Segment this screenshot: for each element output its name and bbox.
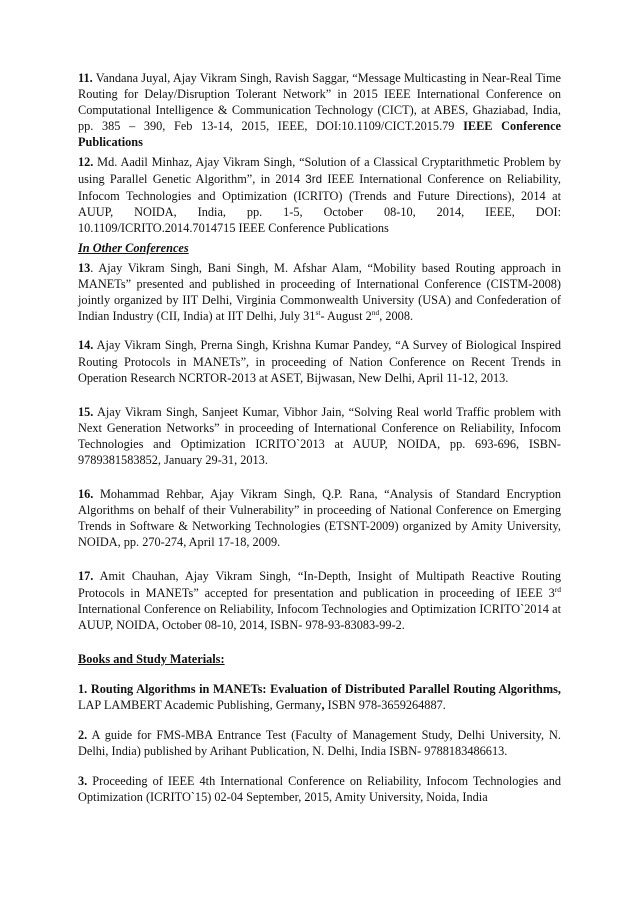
entry-ordinal: 3rd (305, 172, 323, 186)
ordinal-suffix: nd (371, 308, 380, 318)
section-heading-books: Books and Study Materials: (78, 651, 225, 666)
book-entry-1 (78, 681, 561, 713)
bold-comma: , (321, 698, 325, 712)
entry-text: Ajay Vikram Singh, Prerna Singh, Krishna Kumar Pandey, “A Survey of Biological Inspired Routing Protocols in MANETs”, in proceeding of Nation Conference on Recent Trends in Operation Research NCRTOR-2013 at ASET, Bijwasan, New Delhi, April 11-12, 2013. (78, 338, 561, 385)
entry-number: 13 (78, 261, 91, 276)
publication-entry-14 (78, 337, 561, 385)
publication-entry-16 (78, 486, 561, 550)
publication-entry-13 (78, 260, 561, 324)
publication-entry-17 (78, 568, 561, 632)
entry-text: Mohammad Rehbar, Ajay Vikram Singh, Q.P. Rana, “Analysis of Standard Encryption Algorithms on behalf of their Vulnerability” in proceeding of National Conference on Emerging Trends in Software & Networking Technologies (ETSNT-2009) organized by Amity University, NOIDA, pp. 270-274, April 17-18, 2009. (78, 487, 561, 550)
entry-number: 12. (78, 155, 94, 170)
book-entry-2 (78, 727, 561, 759)
entry-publisher: IEEE Conference Publications (78, 119, 561, 150)
entry-text: Vandana Juyal, Ajay Vikram Singh, Ravish Saggar, “Message Multicasting in Near-Real Time Routing for Delay/Disruption Tolerant Network” in 2015 IEEE International Conference on Computational Intelligence & Communication Technology (CICT), at ABES, Ghaziabad, India, pp. 385 – 390, Feb 13-14, 2015, IEEE, DOI:10.1109/CICT.2015.79 (78, 71, 561, 134)
entry-text-cont: ISBN 978-3659264887. (324, 698, 446, 712)
book-entry-3 (78, 773, 561, 805)
entry-text: A guide for FMS-MBA Entrance Test (Faculty of Management Study, Delhi University, N. Delhi, India) published by Arihant Publication, N. Delhi, India ISBN- 9788183486613. (78, 728, 561, 759)
entry-text-end: , 2008. (379, 309, 414, 324)
entry-text: . Ajay Vikram Singh, Bani Singh, M. Afshar Alam, “Mobility based Routing approach in MANETs” presented and published in proceeding of International Conference (CISTM-2008) jointly organized by IIT Delhi, Virginia Commonwealth University (USA) and Confederation of Indian Industry (CII, India) at IIT Delhi, July 31 (78, 261, 561, 324)
publication-entry-12 (78, 154, 561, 235)
entry-number: 17. (78, 569, 94, 584)
publication-entry-11 (78, 70, 561, 150)
entry-text-cont: International Conference on Reliability, Infocom Technologies and Optimization ICRITO`2014 at AUUP, NOIDA, October 08-10, 2014, ISBN- 978-93-83083-99-2. (78, 601, 561, 632)
ordinal-suffix: rd (554, 584, 561, 594)
book-title: Routing Algorithms in MANETs: Evaluation of Distributed Parallel Routing Algorithms, (87, 681, 561, 696)
section-heading-other-conferences: In Other Conferences (78, 240, 189, 255)
publication-entry-15 (78, 404, 561, 468)
ordinal-suffix: st (315, 308, 321, 318)
entry-number: 1. (78, 681, 88, 696)
entry-text: LAP LAMBERT Academic Publishing, Germany (78, 698, 322, 712)
entry-text: Amit Chauhan, Ajay Vikram Singh, “In-Depth, Insight of Multipath Reactive Routing Protocols in MANETs” accepted for presentation and publication in proceeding of IEEE 3 (78, 569, 561, 600)
entry-text-cont: - August 2 (320, 309, 372, 324)
entry-number: 16. (78, 487, 94, 502)
entry-text-cont: IEEE International Conference on Reliability, Infocom Technologies and Optimization (ICRITO) (Trends and Future Directions), 2014 at AUUP, NOIDA, India, pp. 1-5, October 08-10, 2014, IEEE, DOI: 10.1109/ICRITO.2014.7014715 IEEE Conference Publications (78, 171, 561, 235)
entry-number: 3. (78, 774, 88, 789)
entry-text: Proceeding of IEEE 4th International Conference on Reliability, Infocom Technologies and Optimization (ICRITO`15) 02-04 September, 2015, Amity University, Noida, India (78, 774, 561, 805)
entry-text: Md. Aadil Minhaz, Ajay Vikram Singh, “Solution of a Classical Cryptarithmetic Problem by using Parallel Genetic Algorithm”, in 2014 (78, 155, 561, 186)
entry-number: 11. (78, 71, 93, 85)
entry-number: 2. (78, 728, 88, 743)
entry-number: 14. (78, 338, 94, 353)
document-page (78, 70, 561, 805)
entry-text: Ajay Vikram Singh, Sanjeet Kumar, Vibhor Jain, “Solving Real world Traffic problem with Next Generation Networks” in proceeding of International Conference on Reliability, Infocom Technologies and Optimization ICRITO`2013 at AUUP, NOIDA, pp. 693-696, ISBN-9789381583852, January 29-31, 2013. (78, 404, 561, 467)
entry-number: 15. (78, 404, 94, 419)
